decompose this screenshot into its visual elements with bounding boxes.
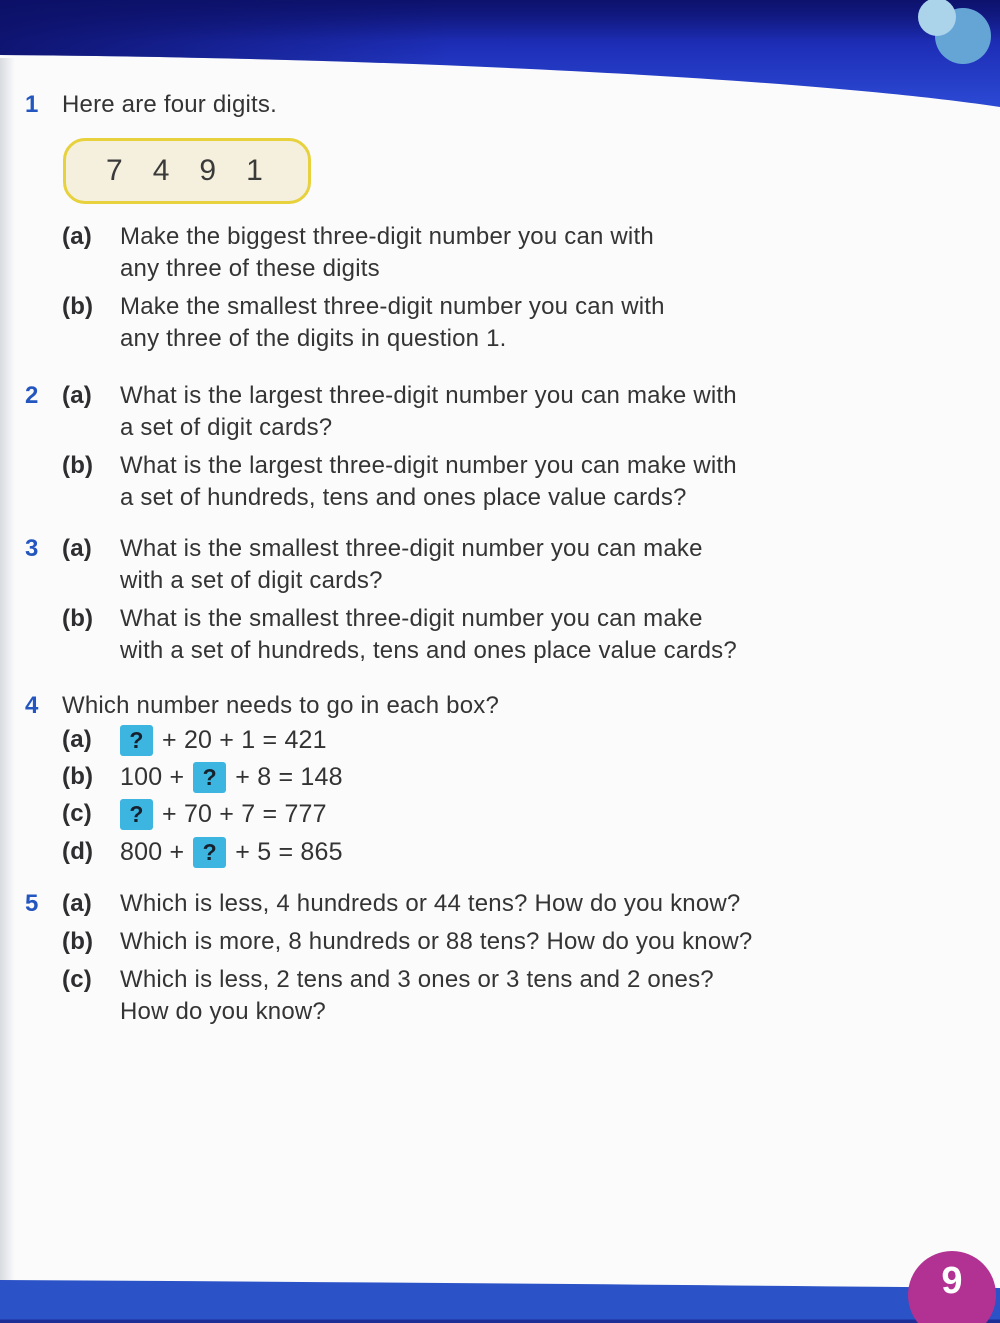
- page-number: 9: [941, 1260, 963, 1302]
- spacer: [25, 221, 62, 285]
- question-5c-row: [25, 964, 845, 1028]
- part-text: [120, 450, 845, 514]
- footer-bar-bottom-line: [0, 1320, 1000, 1323]
- part-text-line: a set of hundreds, tens and ones place value cards?: [120, 484, 687, 511]
- part-label: (b): [62, 928, 94, 955]
- part-text-line: What is the largest three-digit number you can make with: [120, 452, 737, 479]
- part-text-line: with a set of digit cards?: [120, 567, 383, 594]
- equation-after: + 20 + 1 = 421: [162, 726, 327, 754]
- equation-before: 800 +: [120, 838, 185, 866]
- question-5b-row: [25, 926, 845, 958]
- part-text-line: any three of the digits in question 1.: [120, 325, 507, 352]
- part-text-line: How do you know?: [120, 998, 326, 1025]
- answer-box: [193, 837, 226, 868]
- digit-4: 4: [152, 154, 170, 187]
- answer-box-mark: ?: [129, 801, 144, 827]
- equation-row-c: [25, 796, 845, 832]
- digit-7: 7: [106, 154, 123, 187]
- equation-after: + 5 = 865: [235, 838, 343, 866]
- part-text-line: What is the largest three-digit number you can make with: [120, 382, 737, 409]
- spacer: [25, 926, 62, 958]
- question-3a-row: [25, 533, 845, 597]
- part-label: (b): [62, 452, 94, 479]
- equation-row-b: [25, 759, 845, 795]
- equation: [120, 722, 845, 758]
- part-text-line: Which is less, 2 tens and 3 ones or 3 tens and 2 ones?: [120, 966, 714, 993]
- answer-box-mark: ?: [202, 839, 217, 865]
- answer-box-mark: ?: [129, 727, 144, 753]
- equation: [120, 796, 845, 832]
- part-text-line: Which is more, 8 hundreds or 88 tens? How do you know?: [120, 928, 753, 955]
- answer-box: [120, 725, 153, 756]
- page-edge-shading: [0, 58, 15, 1282]
- question-2b-row: [25, 450, 845, 514]
- footer-bar: [0, 1273, 1000, 1323]
- spacer: [25, 759, 62, 795]
- part-text: [120, 964, 845, 1028]
- part-text-line: any three of these digits: [120, 255, 380, 282]
- equation-after: + 8 = 148: [235, 763, 343, 791]
- part-text: [120, 926, 845, 958]
- part-label: (b): [62, 293, 94, 320]
- question-5-number: 5: [25, 890, 39, 917]
- equation-row-d: [25, 834, 845, 870]
- part-text-line: What is the smallest three-digit number you can make: [120, 535, 703, 562]
- digit-card: [63, 138, 311, 204]
- answer-box: [120, 799, 153, 830]
- spacer: [25, 603, 62, 667]
- part-label: (c): [62, 966, 92, 993]
- question-2a-row: [25, 380, 845, 444]
- spacer: [25, 722, 62, 758]
- part-label: (a): [62, 535, 92, 562]
- part-label: (a): [62, 726, 92, 753]
- answer-box: [193, 762, 226, 793]
- part-text: [120, 888, 845, 920]
- part-text-line: Make the smallest three-digit number you can with: [120, 293, 665, 320]
- digit-9: 9: [199, 154, 217, 187]
- equation: [120, 759, 845, 795]
- question-1b-row: [25, 291, 845, 355]
- part-label: (b): [62, 763, 94, 790]
- question-4-number: 4: [25, 692, 39, 719]
- part-label: (d): [62, 838, 94, 865]
- equation-before: 100 +: [120, 763, 185, 791]
- part-text: [120, 291, 845, 355]
- question-3-number: 3: [25, 535, 39, 562]
- part-text-line: What is the smallest three-digit number you can make: [120, 605, 703, 632]
- digit-1: 1: [246, 154, 263, 187]
- spacer: [25, 964, 62, 1028]
- part-text: [120, 603, 845, 667]
- question-5a-row: [25, 888, 845, 920]
- equation-after: + 70 + 7 = 777: [162, 800, 327, 828]
- question-4-prompt-text: Which number needs to go in each box?: [62, 692, 499, 719]
- part-text: [120, 221, 845, 285]
- part-text-line: with a set of hundreds, tens and ones place value cards?: [120, 637, 737, 664]
- question-4-prompt-row: [25, 690, 845, 722]
- question-1-intro-row: [25, 89, 845, 121]
- question-1-number: 1: [25, 91, 39, 118]
- spacer: [25, 834, 62, 870]
- part-label: (a): [62, 382, 92, 409]
- equation: [120, 834, 845, 870]
- part-text-line: Which is less, 4 hundreds or 44 tens? How do you know?: [120, 890, 741, 917]
- page-number-badge: [908, 1251, 996, 1323]
- question-2-number: 2: [25, 382, 39, 409]
- question-3b-row: [25, 603, 845, 667]
- equation-row-a: [25, 722, 845, 758]
- footer-bar-shape: [0, 1280, 1000, 1323]
- answer-box-mark: ?: [202, 764, 217, 790]
- question-1a-row: [25, 221, 845, 285]
- question-1-intro-text: Here are four digits.: [62, 91, 277, 118]
- part-text: [120, 533, 845, 597]
- part-label: (c): [62, 800, 92, 827]
- spacer: [25, 291, 62, 355]
- part-label: (a): [62, 223, 92, 250]
- spacer: [25, 796, 62, 832]
- part-text: [120, 380, 845, 444]
- part-label: (a): [62, 890, 92, 917]
- part-label: (b): [62, 605, 94, 632]
- spacer: [25, 450, 62, 514]
- part-text-line: a set of digit cards?: [120, 414, 333, 441]
- part-text-line: Make the biggest three-digit number you can with: [120, 223, 654, 250]
